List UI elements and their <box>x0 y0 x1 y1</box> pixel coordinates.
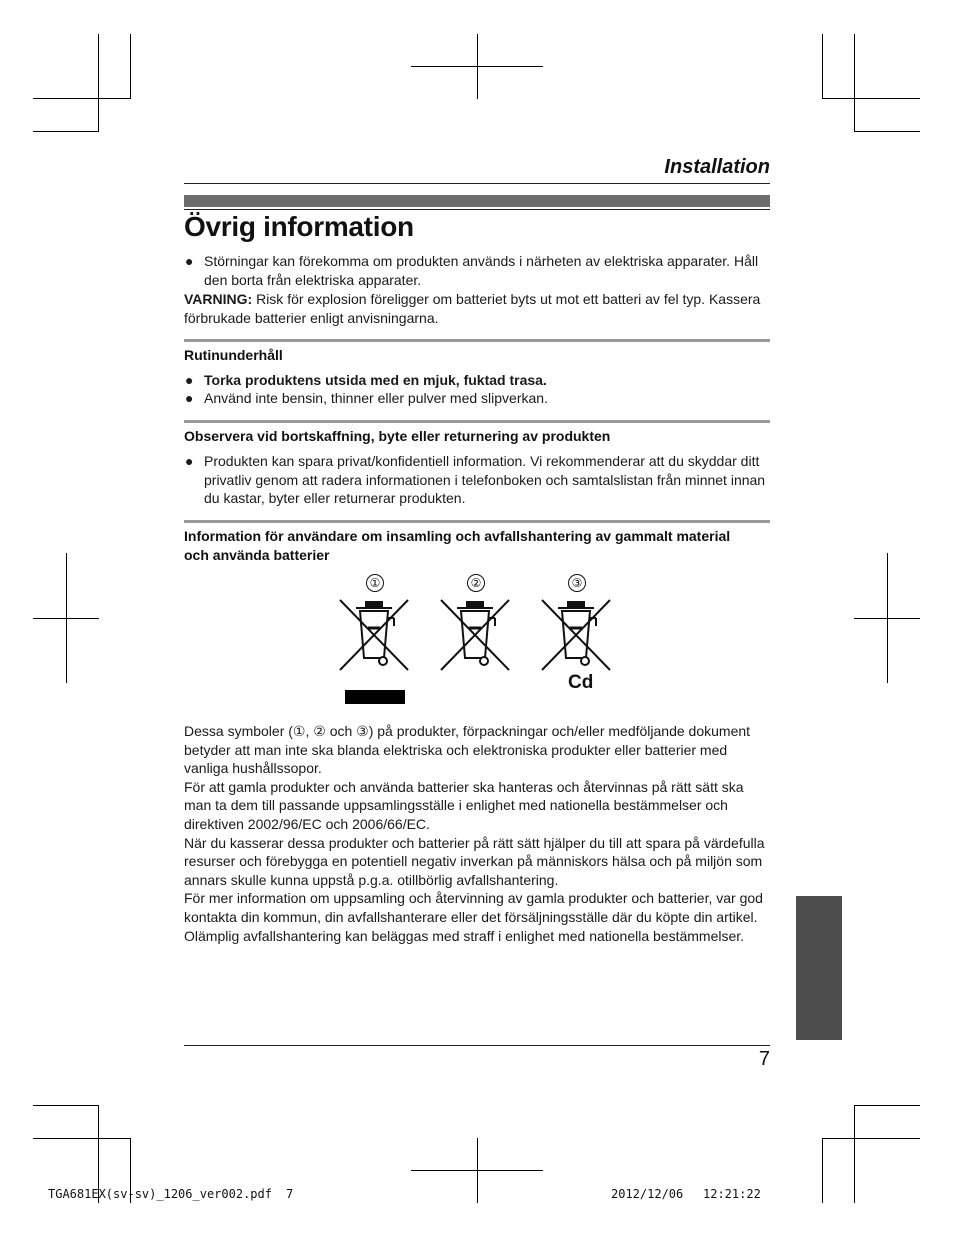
section-divider <box>184 339 770 342</box>
disposal-item: Produkten kan spara privat/konfidentiell information. Vi rekommenderar att du skyddar ditt privatliv genom att radera informationen i telefonboken och samtalslistan från minnet innan du kastar, byter eller returnerar produkten. <box>204 453 766 507</box>
warning-label: VARNING: <box>184 291 253 307</box>
bullet-icon: ● <box>185 253 194 269</box>
recycling-paragraph-5: Olämplig avfallshantering kan beläggas med straff i enlighet med nationella bestämmelser. <box>184 927 745 944</box>
title-bar <box>184 195 770 207</box>
cd-label: Cd <box>568 672 594 693</box>
footer-page: 7 <box>286 1187 294 1201</box>
warning-text: Risk för explosion föreligger om batteriet byts ut mot ett batteri av fel typ. Kassera förbrukade batterier enligt anvisningarna. <box>184 291 761 326</box>
section-divider <box>184 420 770 423</box>
bullet-icon: ● <box>185 390 194 406</box>
page-title: Övrig information <box>184 211 414 242</box>
recycling-heading: Information för användare om insamling och avfallshantering av gammalt material och använda batterier <box>184 528 731 563</box>
disposal-heading: Observera vid bortskaffning, byte eller returnering av produkten <box>184 428 611 444</box>
maintenance-item-2: Använd inte bensin, thinner eller pulver med slipverkan. <box>204 390 548 406</box>
footer-rule <box>184 1045 770 1046</box>
recycling-paragraph-3: När du kasserar dessa produkter och batterier på rätt sätt hjälper du till att spara på värdefulla resurser och förebygga en potentiell negativ inverkan på människors hälsa och på miljön som annars skulle kunna uppstå p.g.a. otillbörlig avfallshantering. <box>184 834 765 888</box>
footer-date: 2012/12/06 <box>611 1187 684 1201</box>
crossed-bin-icon <box>540 598 612 672</box>
symbol-number-1: ① <box>366 574 384 592</box>
warning-paragraph <box>184 290 774 327</box>
black-bar-mark <box>345 690 405 704</box>
section-divider <box>184 520 770 523</box>
bullet-icon: ● <box>185 372 194 388</box>
recycling-paragraphs <box>184 722 770 945</box>
list-item <box>184 452 774 508</box>
symbol-number-3: ③ <box>568 574 586 592</box>
intro-bullet <box>184 252 774 289</box>
crossed-bin-icon <box>338 598 410 672</box>
crossed-bin-icon <box>439 598 511 672</box>
list-item <box>184 371 774 390</box>
recycling-paragraph-1: Dessa symboler (①, ② och ③) på produkter, förpackningar och/eller medföljande dokument betyder att man inte ska blanda elektriska och elektroniska produkter eller batterier med vanliga hushållssopor. <box>184 723 751 777</box>
footer-filename: TGA681EX(sv-sv)_1206_ver002.pdf <box>48 1187 272 1201</box>
side-tab <box>796 896 842 1040</box>
intro-bullet-text: Störningar kan förekomma om produkten används i närheten av elektriska apparater. Håll den borta från elektriska apparater. <box>204 253 759 288</box>
recycling-paragraph-4: För mer information om uppsamling och återvinning av gamla produkter och batterier, var god kontakta din kommun, din avfallshanterare eller det försäljningsställe där du köpte din artikel. <box>184 890 763 925</box>
title-rule <box>184 209 770 210</box>
header-rule <box>184 183 770 184</box>
page-number: 7 <box>758 1048 770 1070</box>
symbol-number-2: ② <box>467 574 485 592</box>
recycling-paragraph-2: För att gamla produkter och använda batterier ska hanteras och återvinnas på rätt sätt ska man ta dem till passande uppsamlingsställe i enlighet med nationella bestämmelser och direktiven 2002/96/EC och 2006/66/EC. <box>184 778 744 832</box>
section-label: Installation <box>664 156 770 178</box>
maintenance-item-1: Torka produktens utsida med en mjuk, fuktad trasa. <box>204 372 547 388</box>
maintenance-heading: Rutinunderhåll <box>184 347 283 363</box>
bullet-icon: ● <box>185 453 194 469</box>
list-item <box>184 389 774 408</box>
footer-time: 12:21:22 <box>703 1187 761 1201</box>
